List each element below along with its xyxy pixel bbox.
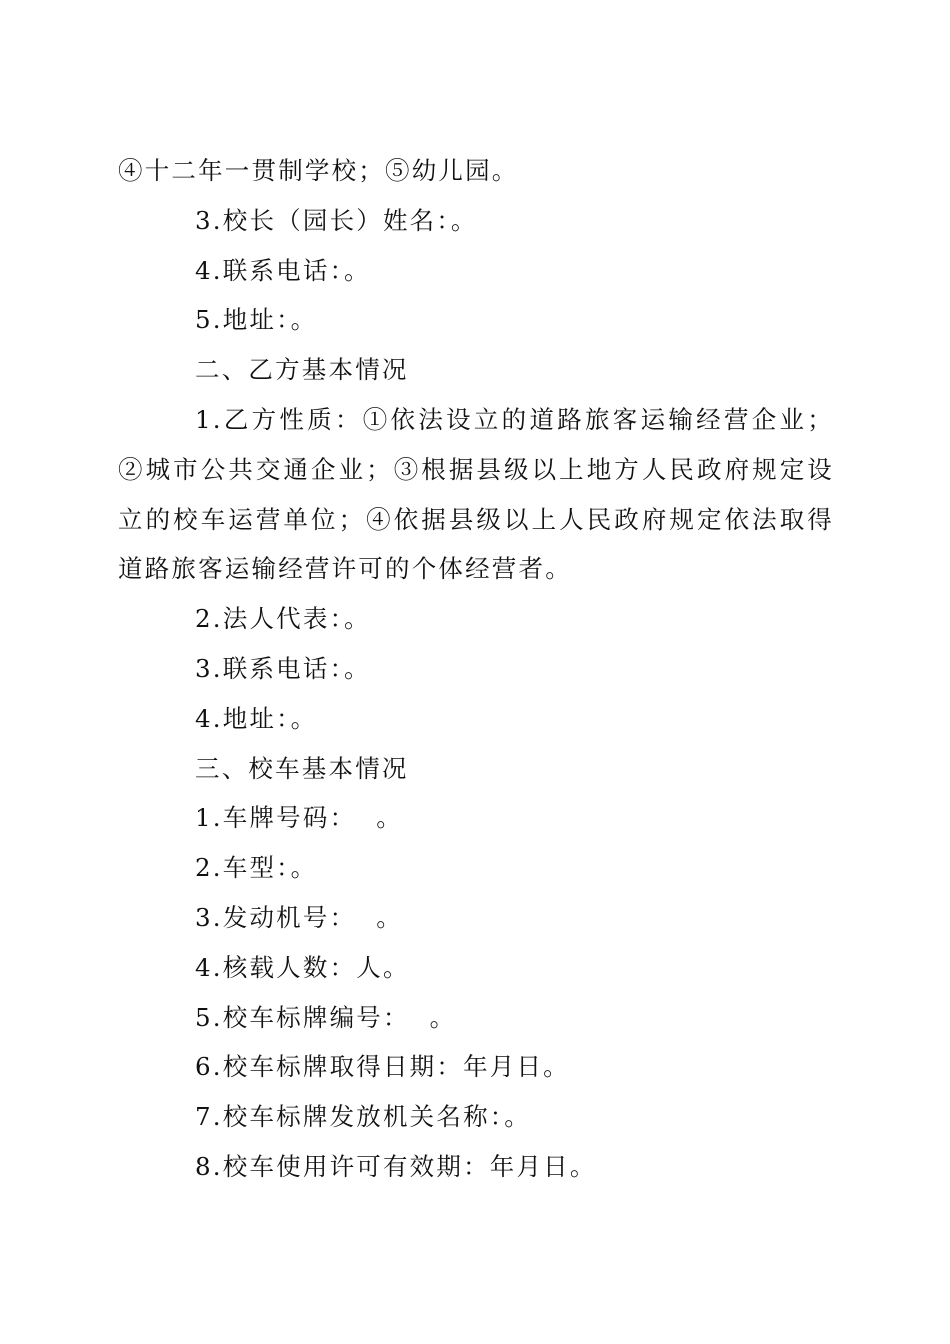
document-body [118, 146, 834, 1192]
license-validity-line: 8.校车使用许可有效期：年月日。 [195, 1151, 597, 1181]
legal-representative-line: 2.法人代表：。 [195, 604, 371, 634]
party-b-nature-paragraph: 1.乙方性质：①依法设立的道路旅客运输经营企业；②城市公共交通企业；③根据县级以上地方人民政府规定设立的校车运营单位；④依据县级以上人民政府规定依法取得道路旅客运输经营许可的个体经营者。 [118, 404, 834, 584]
party-a-address-line: 5.地址：。 [195, 305, 318, 335]
party-a-phone-line: 4.联系电话：。 [195, 255, 371, 285]
school-type-continuation: ④十二年一贯制学校；⑤幼儿园。 [118, 156, 519, 185]
section-heading-party-b: 二、乙方基本情况 [195, 355, 409, 385]
plate-number-line: 1.车牌号码： 。 [195, 803, 403, 833]
bus-sign-authority-line: 7.校车标牌发放机关名称：。 [195, 1102, 531, 1132]
bus-sign-number-line: 5.校车标牌编号： 。 [195, 1002, 457, 1032]
engine-number-line: 3.发动机号： 。 [195, 902, 403, 932]
party-b-address-line: 4.地址：。 [195, 703, 318, 733]
vehicle-model-line: 2.车型：。 [195, 853, 318, 883]
rated-capacity-line: 4.核载人数：人。 [195, 952, 410, 982]
section-heading-school-bus: 三、校车基本情况 [195, 753, 409, 783]
principal-name-line: 3.校长（园长）姓名：。 [195, 205, 478, 235]
bus-sign-date-line: 6.校车标牌取得日期：年月日。 [195, 1052, 570, 1082]
party-b-phone-line: 3.联系电话：。 [195, 653, 371, 683]
